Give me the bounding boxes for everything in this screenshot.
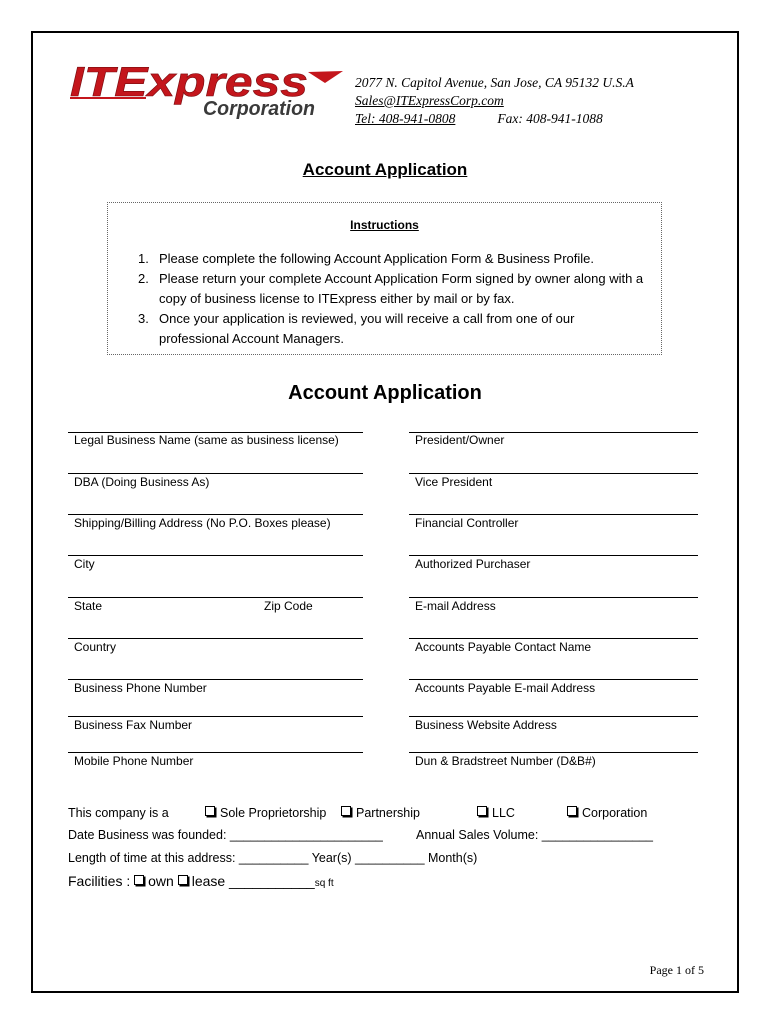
page-title: Account Application bbox=[302, 160, 468, 179]
option-llc[interactable]: LLC bbox=[477, 806, 515, 820]
field-line-business-phone[interactable] bbox=[68, 679, 363, 680]
option-corporation[interactable]: Corporation bbox=[567, 806, 647, 820]
instruction-item: 1. Please complete the following Account Application Form & Business Profile. bbox=[138, 251, 595, 266]
label-dnb-number: Dun & Bradstreet Number (D&B#) bbox=[415, 754, 596, 768]
checkbox-icon[interactable] bbox=[567, 806, 577, 816]
field-line-city[interactable] bbox=[68, 555, 363, 556]
field-line-financial-controller[interactable] bbox=[409, 514, 698, 515]
checkbox-icon[interactable] bbox=[178, 875, 188, 885]
field-line-business-fax[interactable] bbox=[68, 716, 363, 717]
instructions-box bbox=[107, 202, 662, 355]
label-financial-controller: Financial Controller bbox=[415, 516, 519, 530]
facilities-lease[interactable]: lease ___________ bbox=[191, 873, 315, 889]
label-email-address: E-mail Address bbox=[415, 599, 496, 613]
logo-text-sub: Corporation bbox=[203, 98, 315, 120]
field-line-ap-contact[interactable] bbox=[409, 638, 698, 639]
checkbox-icon[interactable] bbox=[205, 806, 215, 816]
field-line-state-zip[interactable] bbox=[68, 597, 363, 598]
label-country: Country bbox=[74, 640, 117, 654]
annual-sales-field[interactable]: Annual Sales Volume: ________________ bbox=[416, 828, 654, 842]
label-ap-email: Accounts Payable E-mail Address bbox=[415, 681, 596, 695]
label-authorized-purchaser: Authorized Purchaser bbox=[415, 557, 531, 571]
checkbox-icon[interactable] bbox=[477, 806, 487, 816]
company-address-block bbox=[355, 74, 634, 128]
label-website-address: Business Website Address bbox=[415, 718, 557, 732]
facilities-unit: sq ft bbox=[314, 878, 334, 889]
company-type-label: This company is a bbox=[68, 806, 169, 820]
field-line-email[interactable] bbox=[409, 597, 698, 598]
label-shipping-address: Shipping/Billing Address (No P.O. Boxes please) bbox=[74, 516, 331, 530]
option-partnership[interactable]: Partnership bbox=[341, 806, 420, 820]
field-line-ap-email[interactable] bbox=[409, 679, 698, 680]
label-legal-business-name: Legal Business Name (same as business license) bbox=[74, 433, 339, 447]
logo-text-main: ITExpress bbox=[70, 58, 308, 105]
facilities-own[interactable]: own bbox=[148, 873, 174, 889]
checkbox-icon[interactable] bbox=[341, 806, 351, 816]
logo-arrow bbox=[308, 71, 343, 83]
instructions-list bbox=[138, 249, 648, 349]
label-business-phone: Business Phone Number bbox=[74, 681, 207, 695]
label-business-fax: Business Fax Number bbox=[74, 718, 193, 732]
instructions-heading: Instructions bbox=[350, 218, 419, 232]
label-dba: DBA (Doing Business As) bbox=[74, 475, 210, 489]
field-line-website[interactable] bbox=[409, 716, 698, 717]
company-tel: Tel: 408-941-0808 bbox=[355, 111, 456, 126]
field-line-dba[interactable] bbox=[68, 473, 363, 474]
checkbox-icon[interactable] bbox=[134, 875, 144, 885]
option-sole-proprietorship[interactable]: Sole Proprietorship bbox=[205, 806, 326, 820]
label-zip-code: Zip Code bbox=[264, 599, 313, 613]
instruction-item: 3. Once your application is reviewed, you will receive a call from one of our professional Account Managers. bbox=[138, 311, 575, 346]
label-mobile-phone: Mobile Phone Number bbox=[74, 754, 194, 768]
length-at-address-field[interactable]: Length of time at this address: __________ Year(s) __________ Month(s) bbox=[68, 851, 478, 865]
label-state: State bbox=[74, 599, 103, 613]
page-number: Page 1 of 5 bbox=[649, 963, 704, 977]
company-fax: Fax: 408-941-1088 bbox=[497, 111, 603, 126]
field-line-vice-president[interactable] bbox=[409, 473, 698, 474]
facilities-label: Facilities : bbox=[68, 873, 131, 889]
company-address: 2077 N. Capitol Avenue, San Jose, CA 95132 U.S.A bbox=[355, 75, 634, 90]
field-line-address[interactable] bbox=[68, 514, 363, 515]
date-founded-field[interactable]: Date Business was founded: ______________________ bbox=[68, 828, 383, 842]
field-line-country[interactable] bbox=[68, 638, 363, 639]
label-city: City bbox=[74, 557, 95, 571]
itexpress-logo bbox=[68, 58, 348, 120]
field-line-authorized-purchaser[interactable] bbox=[409, 555, 698, 556]
form-title: Account Application bbox=[288, 382, 482, 404]
label-ap-contact-name: Accounts Payable Contact Name bbox=[415, 640, 592, 654]
label-vice-president: Vice President bbox=[415, 475, 493, 489]
facilities-row bbox=[68, 873, 334, 889]
company-email-link[interactable]: Sales@ITExpressCorp.com bbox=[355, 93, 504, 108]
field-line-dnb[interactable] bbox=[409, 752, 698, 753]
label-president-owner: President/Owner bbox=[415, 433, 505, 447]
instruction-item: 2. Please return your complete Account Application Form signed by owner along with a copy of business license to ITExpress either by mail or by fax. bbox=[138, 271, 644, 306]
field-line-mobile-phone[interactable] bbox=[68, 752, 363, 753]
